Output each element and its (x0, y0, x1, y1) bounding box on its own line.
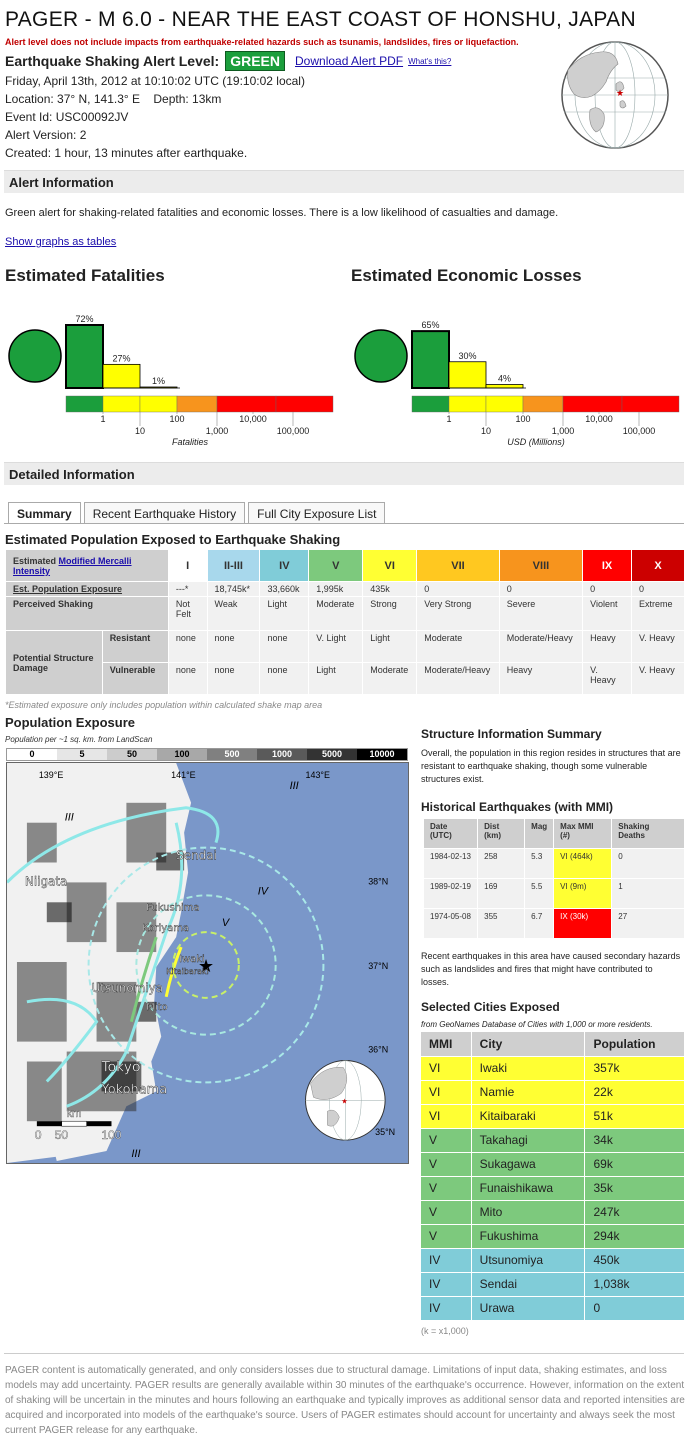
city-cell: VI (421, 1080, 471, 1104)
table-row (421, 1224, 685, 1248)
alert-level-row (5, 51, 451, 71)
city-cell: Takahagi (471, 1128, 585, 1152)
exposure-cell: ---* (168, 582, 207, 597)
map-city-label: Mito (146, 1001, 168, 1013)
city-cell: Mito (471, 1200, 585, 1224)
tab-summary[interactable]: Summary (8, 502, 81, 524)
map-city-label: Tokyo (101, 1059, 141, 1076)
histogram-bar-label: 4% (497, 373, 512, 384)
exposure-cell: V. Heavy (632, 663, 685, 695)
exposure-table (5, 549, 685, 695)
table-row (424, 909, 685, 939)
vulnerable-label: Vulnerable (102, 663, 168, 695)
map-city-label: Koriyama (142, 923, 190, 935)
historical-column-header: Mag (525, 819, 554, 849)
exposure-cell: none (260, 631, 309, 663)
exposure-cell: 0 (632, 582, 685, 597)
city-cell: 450k (585, 1248, 685, 1272)
alert-scale-segment (66, 396, 103, 412)
alert-circle-icon (9, 330, 61, 382)
table-row (421, 1200, 685, 1224)
city-cell: IV (421, 1272, 471, 1296)
intensity-label: IV (257, 885, 269, 898)
alert-scale-segment (449, 396, 486, 412)
cities-subheading: from GeoNames Database of Cities with 1,000 or more residents. (421, 1020, 653, 1029)
table-row (421, 1128, 685, 1152)
historical-cell: 258 (478, 849, 525, 879)
exposure-cell: 0 (499, 582, 582, 597)
page-title: PAGER - M 6.0 - NEAR THE EAST COAST OF HONSHU, JAPAN (5, 8, 636, 31)
show-graphs-as-tables-link[interactable]: Show graphs as tables (5, 236, 117, 248)
exposure-cell: Light (363, 631, 417, 663)
alert-scale-tick: 10,000 (585, 414, 613, 424)
city-cell: 294k (585, 1224, 685, 1248)
exposure-cell: Strong (363, 597, 417, 631)
exposure-cell: Violent (583, 597, 632, 631)
table-row (421, 1248, 685, 1272)
population-scale-segment: 10000 (357, 749, 407, 760)
alert-scale-tick: 100,000 (276, 426, 310, 436)
exposure-cell: V. Heavy (632, 631, 685, 663)
structure-heading: Structure Information Summary (421, 727, 602, 741)
event-location: Location: 37° N, 141.3° E Depth: 13km (5, 92, 222, 106)
tab-full-city-exposure-list[interactable]: Full City Exposure List (248, 502, 385, 524)
city-cell: 247k (585, 1200, 685, 1224)
population-scale-segment: 5 (57, 749, 107, 760)
exposure-cell: Moderate (417, 631, 499, 663)
map-city-label: Fukushima (146, 902, 200, 914)
modified-mercalli-link[interactable]: Modified Mercalli Intensity (13, 555, 132, 576)
city-cell: Urawa (471, 1296, 585, 1320)
lat-label: 38°N (368, 876, 389, 887)
histogram-bar-label: 30% (458, 350, 477, 361)
city-cell: Kitaibaraki (471, 1104, 585, 1128)
table-row (421, 1104, 685, 1128)
alert-circle-icon (355, 330, 407, 382)
mmi-header-cell: VI (363, 550, 417, 582)
alert-disclaimer: Alert level does not include impacts from earthquake-related hazards such as tsunamis, landslides, fires or liquefaction. (5, 37, 519, 47)
city-cell: VI (421, 1056, 471, 1080)
city-cell: V (421, 1152, 471, 1176)
city-cell: 0 (585, 1296, 685, 1320)
histogram-bar-label: 1% (151, 376, 166, 386)
historical-cell: 1 (612, 879, 685, 909)
mmi-header-cell: I (168, 550, 207, 582)
historical-cell: VI (464k) (554, 849, 612, 879)
alert-scale-tick: 1 (100, 414, 106, 424)
exposure-cell: Moderate/Heavy (499, 631, 582, 663)
histogram-bar (66, 325, 103, 388)
city-cell: V (421, 1128, 471, 1152)
alert-scale-segment (563, 396, 622, 412)
damage-row-label: Potential Structure Damage (6, 631, 103, 695)
city-cell: Fukushima (471, 1224, 585, 1248)
exposure-cell: Heavy (583, 631, 632, 663)
city-cell: Sukagawa (471, 1152, 585, 1176)
mmi-header-cell: VII (417, 550, 499, 582)
city-cell: Funaishikawa (471, 1176, 585, 1200)
city-cell: 35k (585, 1176, 685, 1200)
histogram-bar (103, 364, 140, 388)
cities-note: (k = x1,000) (421, 1326, 469, 1336)
exposure-cell: Moderate (309, 597, 363, 631)
exposure-cell: none (260, 663, 309, 695)
location-globe-icon (560, 40, 670, 150)
alert-scale-tick: 1,000 (205, 426, 229, 436)
historical-cell: 1989-02-19 (424, 879, 478, 909)
population-row-label: Est. Population Exposure (6, 582, 169, 597)
alert-scale-tick: 10 (480, 426, 492, 436)
histogram-bar-label: 27% (112, 353, 131, 364)
exposure-table-title: Estimated Population Exposed to Earthquake Shaking (5, 532, 341, 547)
cities-column-header: City (471, 1032, 585, 1056)
intensity-label: III (64, 811, 74, 824)
population-scale-segment: 50 (107, 749, 157, 760)
historical-cell: 1974-05-08 (424, 909, 478, 939)
exposure-cell: none (207, 631, 260, 663)
inset-globe-icon (306, 1061, 386, 1141)
losses-chart-title: Estimated Economic Losses (351, 266, 582, 285)
city-cell: VI (421, 1104, 471, 1128)
historical-cell: 1984-02-13 (424, 849, 478, 879)
historical-note: Recent earthquakes in this area have caused secondary hazards such as landslides and fires that might have contributed to losses. (421, 951, 681, 987)
fatalities-histogram (5, 308, 340, 448)
exposure-footnote: *Estimated exposure only includes population within calculated shake map area (5, 700, 323, 710)
whats-this-link[interactable]: What's this? (408, 56, 452, 66)
alert-info-text: Green alert for shaking-related fatalities and economic losses. There is a low likelihood of casualties and damage. (5, 207, 559, 219)
detail-tabs (8, 502, 388, 524)
historical-column-header: Shaking Deaths (612, 819, 685, 849)
alert-scale-segment (622, 396, 679, 412)
population-scale-legend (6, 748, 408, 761)
exposure-cell: Moderate/Heavy (417, 663, 499, 695)
population-scale-segment: 0 (7, 749, 57, 760)
alert-scale-segment (103, 396, 140, 412)
city-cell: IV (421, 1296, 471, 1320)
exposure-cell: none (168, 631, 207, 663)
exposure-cell: V. Heavy (583, 663, 632, 695)
histogram-bar-label: 65% (421, 320, 440, 331)
perceived-row-label: Perceived Shaking (6, 597, 169, 631)
table-row (421, 1296, 685, 1320)
mmi-header-cell: IX (583, 550, 632, 582)
alert-scale-segment (140, 396, 177, 412)
exposure-cell: Weak (207, 597, 260, 631)
lon-label: 139°E (38, 769, 64, 780)
population-scale-segment: 500 (207, 749, 257, 760)
exposure-cell: V. Light (309, 631, 363, 663)
historical-cell: 169 (478, 879, 525, 909)
population-scale-segment: 5000 (307, 749, 357, 760)
exposure-cell: Very Strong (417, 597, 499, 631)
map-city-label: Kitaibaraki (166, 966, 209, 976)
table-row (424, 879, 685, 909)
city-cell: V (421, 1224, 471, 1248)
exposure-cell: 1,995k (309, 582, 363, 597)
alert-level-badge: GREEN (225, 51, 285, 71)
alert-scale-segment (523, 396, 563, 412)
historical-cell: IX (30k) (554, 909, 612, 939)
population-scale-segment: 1000 (257, 749, 307, 760)
alert-scale-tick: 10,000 (239, 414, 267, 424)
histogram-xlabel: Fatalities (171, 437, 209, 447)
fatalities-chart-title: Estimated Fatalities (5, 266, 165, 285)
exposure-cell: 18,745k* (207, 582, 260, 597)
city-cell: V (421, 1176, 471, 1200)
historical-column-header: Date (UTC) (424, 819, 478, 849)
map-scale-tick: 100 (101, 1128, 122, 1143)
lat-label: 37°N (368, 960, 389, 971)
resistant-label: Resistant (102, 631, 168, 663)
cities-column-header: Population (585, 1032, 685, 1056)
histogram-bar (449, 362, 486, 388)
city-cell: Sendai (471, 1272, 585, 1296)
cities-column-header: MMI (421, 1032, 471, 1056)
population-exposure-map (6, 762, 409, 1164)
tab-recent-earthquake-history[interactable]: Recent Earthquake History (84, 502, 245, 524)
exposure-cell: Light (309, 663, 363, 695)
exposure-cell: Moderate (363, 663, 417, 695)
table-row (421, 1080, 685, 1104)
city-cell: 22k (585, 1080, 685, 1104)
mmi-header-cell: VIII (499, 550, 582, 582)
mmi-header-cell: II-III (207, 550, 260, 582)
svg-text:★: ★ (341, 1098, 348, 1106)
city-cell: Iwaki (471, 1056, 585, 1080)
histogram-bar (486, 385, 523, 389)
histogram-bar-label: 72% (75, 314, 94, 324)
map-scale-tick: 50 (54, 1128, 69, 1143)
historical-cell: 5.5 (525, 879, 554, 909)
alert-level-label: Earthquake Shaking Alert Level: (5, 53, 220, 69)
exposure-cell: Light (260, 597, 309, 631)
alert-scale-tick: 100 (169, 414, 185, 424)
alert-info-heading: Alert Information (4, 170, 684, 193)
intensity-label: III (289, 779, 299, 792)
historical-cell: VI (9m) (554, 879, 612, 909)
alert-scale-tick: 1,000 (551, 426, 575, 436)
city-cell: 69k (585, 1152, 685, 1176)
city-cell: Utsunomiya (471, 1248, 585, 1272)
historical-column-header: Max MMI (#) (554, 819, 612, 849)
population-exposure-note: Population per ~1 sq. km. from LandScan (5, 735, 153, 744)
intensity-label: III (131, 1148, 141, 1161)
map-scale-tick: 0 (34, 1128, 42, 1143)
lon-label: 143°E (305, 769, 330, 780)
mmi-header-cell: X (632, 550, 685, 582)
historical-column-header: Dist (km) (478, 819, 525, 849)
intensity-label: V (221, 917, 230, 930)
histogram-xlabel: USD (Millions) (507, 437, 565, 447)
created-time: Created: 1 hour, 13 minutes after earthquake. (5, 146, 248, 160)
exposure-cell: Not Felt (168, 597, 207, 631)
historical-table (423, 818, 685, 939)
alert-scale-segment (412, 396, 449, 412)
historical-cell: 0 (612, 849, 685, 879)
city-cell: V (421, 1200, 471, 1224)
alert-scale-segment (276, 396, 333, 412)
footer-disclaimer: PAGER content is automatically generated, and only considers losses due to structural damage. Limitations of input data, shaking estimates, and loss models may add uncertainty. PAGER results are generally available within 30 minutes of the earthquake's occurrence. However, information on the extent of shaking will be uncertain in the minutes and hours following an earthquake and typically improves as additional sensor data and reported intensities are acquired and incorporated into models of the earthquake's source. Users of PAGER estimates should account for uncertainty and always seek the most current PAGER release for any earthquake. (5, 1365, 685, 1436)
city-cell: 51k (585, 1104, 685, 1128)
alert-scale-tick: 100 (515, 414, 531, 424)
historical-cell: 5.3 (525, 849, 554, 879)
cities-table (421, 1032, 685, 1321)
svg-text:★: ★ (198, 955, 215, 977)
map-scale-unit: km (66, 1108, 82, 1121)
alert-scale-segment (486, 396, 523, 412)
lat-label: 36°N (368, 1044, 389, 1055)
download-pdf-link[interactable]: Download Alert PDF (295, 54, 404, 68)
structure-text: Overall, the population in this region resides in structures that are resistant to earthquake shaking, though some vulnerable structures exist. (421, 748, 681, 784)
exposure-cell: Severe (499, 597, 582, 631)
histogram-bar (412, 331, 449, 388)
city-cell: 1,038k (585, 1272, 685, 1296)
losses-histogram (351, 308, 686, 448)
event-date: Friday, April 13th, 2012 at 10:10:02 UTC (19:10:02 local) (5, 74, 305, 88)
table-row (424, 849, 685, 879)
population-exposure-title: Population Exposure (5, 715, 136, 730)
map-city-label: Yokohama (101, 1082, 168, 1098)
map-city-label: Niigata (24, 874, 68, 889)
exposure-cell: Extreme (632, 597, 685, 631)
alert-scale-segment (177, 396, 217, 412)
exposure-cell: none (207, 663, 260, 695)
historical-cell: 6.7 (525, 909, 554, 939)
exposure-cell: 33,660k (260, 582, 309, 597)
exposure-cell: Heavy (499, 663, 582, 695)
historical-heading: Historical Earthquakes (with MMI) (421, 800, 614, 814)
event-id: Event Id: USC00092JV (5, 110, 129, 124)
exposure-cell: none (168, 663, 207, 695)
city-cell: Namie (471, 1080, 585, 1104)
mmi-header-cell: IV (260, 550, 309, 582)
cities-heading: Selected Cities Exposed (421, 1000, 560, 1014)
city-cell: IV (421, 1248, 471, 1272)
table-row (421, 1152, 685, 1176)
table-row (421, 1272, 685, 1296)
mmi-header-cell: V (309, 550, 363, 582)
svg-text:★: ★ (616, 89, 625, 99)
alert-scale-tick: 100,000 (622, 426, 656, 436)
lon-label: 141°E (171, 769, 196, 780)
table-row (421, 1176, 685, 1200)
historical-cell: 355 (478, 909, 525, 939)
alert-version: Alert Version: 2 (5, 128, 87, 142)
city-cell: 34k (585, 1128, 685, 1152)
table-row (421, 1056, 685, 1080)
historical-cell: 27 (612, 909, 685, 939)
population-scale-segment: 100 (157, 749, 207, 760)
alert-scale-tick: 10 (134, 426, 146, 436)
alert-scale-segment (217, 396, 276, 412)
exposure-cell: 0 (583, 582, 632, 597)
map-city-label: Sendai (176, 848, 217, 863)
mmi-row-label: Estimated Modified Mercalli Intensity (6, 550, 169, 582)
alert-scale-tick: 1 (446, 414, 452, 424)
exposure-cell: 435k (363, 582, 417, 597)
map-city-label: Utsunomiya (91, 980, 163, 995)
detailed-info-heading: Detailed Information (4, 462, 684, 485)
map-city-label: Iwaki (179, 954, 205, 966)
city-cell: 357k (585, 1056, 685, 1080)
exposure-cell: 0 (417, 582, 499, 597)
lat-label: 35°N (375, 1127, 396, 1138)
